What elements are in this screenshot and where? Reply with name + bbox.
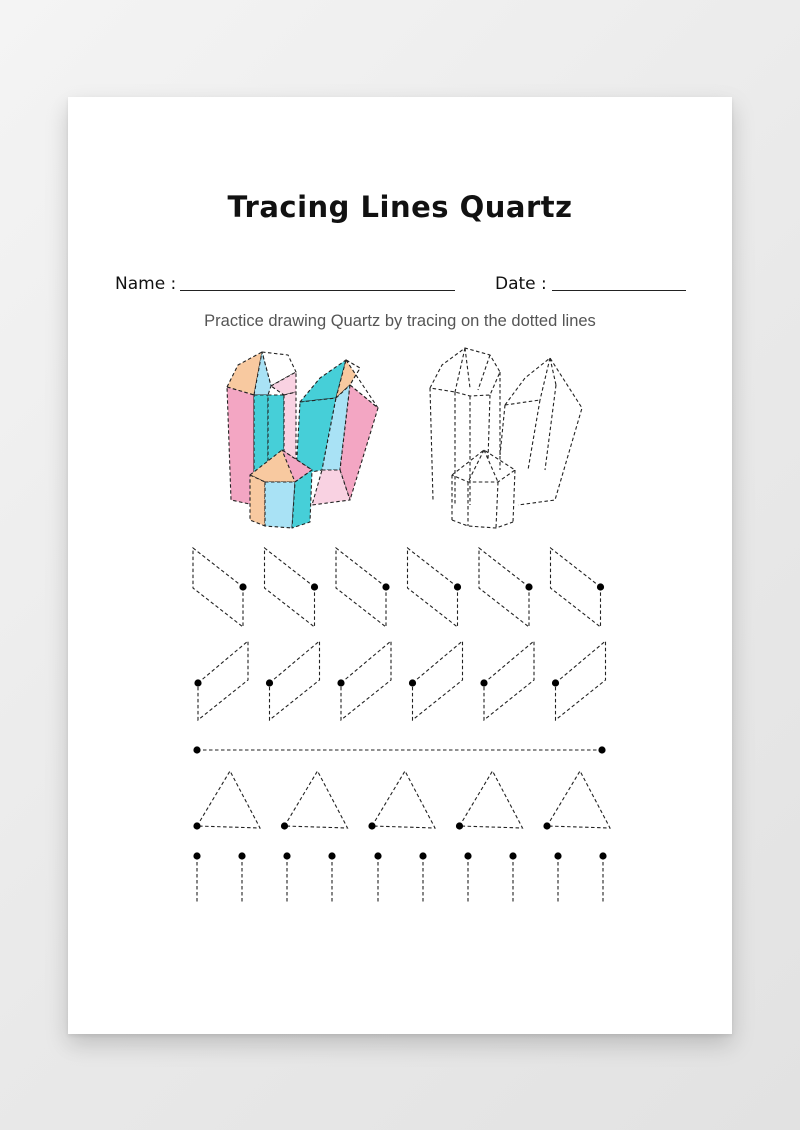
- start-dot[interactable]: [193, 852, 200, 859]
- trace-triangle[interactable]: [547, 771, 610, 828]
- trace-parallelogram-down[interactable]: [265, 548, 315, 627]
- start-dot[interactable]: [239, 583, 246, 590]
- start-dot[interactable]: [464, 852, 471, 859]
- start-dot[interactable]: [266, 679, 273, 686]
- trace-parallelogram-up[interactable]: [198, 641, 248, 720]
- start-dot[interactable]: [194, 679, 201, 686]
- trace-triangle[interactable]: [460, 771, 523, 828]
- start-dot[interactable]: [238, 852, 245, 859]
- start-dot[interactable]: [409, 679, 416, 686]
- trace-parallelogram-down[interactable]: [479, 548, 529, 627]
- start-dot[interactable]: [419, 852, 426, 859]
- start-dot[interactable]: [281, 822, 288, 829]
- end-dot[interactable]: [598, 746, 605, 753]
- start-dot[interactable]: [337, 679, 344, 686]
- trace-parallelogram-up[interactable]: [341, 641, 391, 720]
- trace-parallelogram-up[interactable]: [556, 641, 606, 720]
- start-dot[interactable]: [193, 746, 200, 753]
- start-dot[interactable]: [311, 583, 318, 590]
- start-dot[interactable]: [368, 822, 375, 829]
- start-dot[interactable]: [599, 852, 606, 859]
- trace-parallelogram-up[interactable]: [484, 641, 534, 720]
- start-dot[interactable]: [509, 852, 516, 859]
- start-dot[interactable]: [328, 852, 335, 859]
- start-dot[interactable]: [543, 822, 550, 829]
- trace-parallelogram-up[interactable]: [270, 641, 320, 720]
- trace-triangle[interactable]: [285, 771, 348, 828]
- start-dot[interactable]: [597, 583, 604, 590]
- name-label: Name :: [115, 274, 177, 294]
- trace-parallelogram-down[interactable]: [193, 548, 243, 627]
- trace-triangle[interactable]: [197, 771, 260, 828]
- trace-parallelogram-down[interactable]: [551, 548, 601, 627]
- date-label: Date :: [495, 274, 547, 294]
- worksheet-title: Tracing Lines Quartz: [227, 190, 573, 224]
- trace-parallelogram-up[interactable]: [413, 641, 463, 720]
- start-dot[interactable]: [552, 679, 559, 686]
- trace-triangle[interactable]: [372, 771, 435, 828]
- start-dot[interactable]: [456, 822, 463, 829]
- start-dot[interactable]: [193, 822, 200, 829]
- start-dot[interactable]: [374, 852, 381, 859]
- start-dot[interactable]: [554, 852, 561, 859]
- instructions-text: Practice drawing Quartz by tracing on the dotted lines: [204, 312, 596, 330]
- trace-parallelogram-down[interactable]: [408, 548, 458, 627]
- start-dot[interactable]: [283, 852, 290, 859]
- trace-parallelogram-down[interactable]: [336, 548, 386, 627]
- start-dot[interactable]: [525, 583, 532, 590]
- start-dot[interactable]: [454, 583, 461, 590]
- start-dot[interactable]: [480, 679, 487, 686]
- start-dot[interactable]: [382, 583, 389, 590]
